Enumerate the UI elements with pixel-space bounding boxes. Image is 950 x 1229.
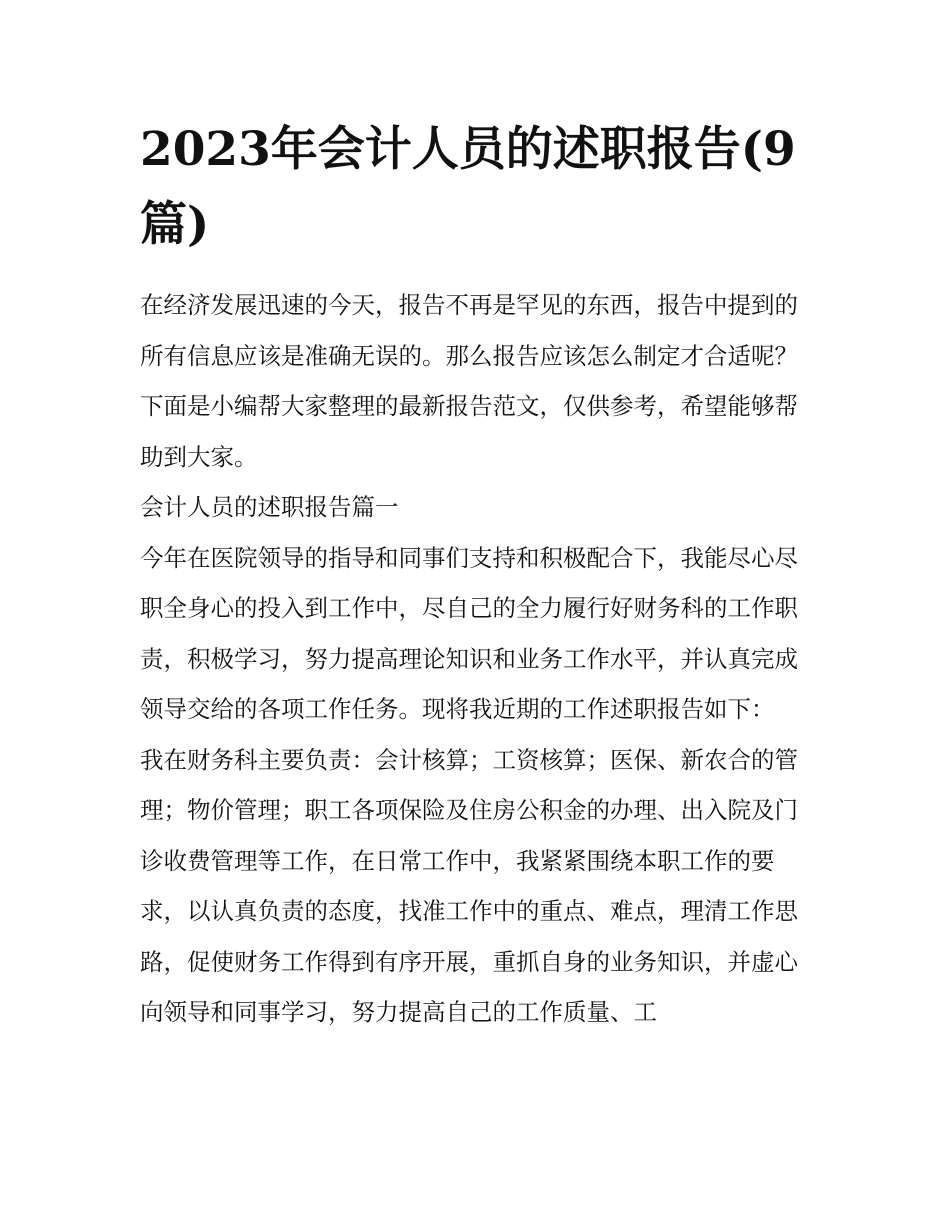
document-body (140, 280, 812, 1038)
intro-paragraph: 在经济发展迅速的今天，报告不再是罕见的东西，报告中提到的所有信息应该是准确无误的。那么报告应该怎么制定才合适呢？下面是小编帮大家整理的最新报告范文，仅供参考，希望能够帮助到大家。 (140, 291, 798, 471)
document-content (140, 112, 812, 1038)
document-title: 2023年会计人员的述职报告(9篇) (140, 122, 796, 252)
body-paragraph-2: 我在财务科主要负责：会计核算；工资核算；医保、新农合的管理；物价管理；职工各项保险及住房公积金的办理、出入院及门诊收费管理等工作，在日常工作中，我紧紧围绕本职工作的要求，以认真负责的态度，找准工作中的重点、难点，理清工作思路，促使财务工作得到有序开展，重抓自身的业务知识，并虚心向领导和同事学习，努力提高自己的工作质量、工 (140, 745, 798, 1026)
body-paragraph-1: 今年在医院领导的指导和同事们支持和积极配合下，我能尽心尽职全身心的投入到工作中，尽自己的全力履行好财务科的工作职责，积极学习，努力提高理论知识和业务工作水平，并认真完成领导交给的各项工作任务。现将我近期的工作述职报告如下： (140, 543, 798, 723)
section-heading: 会计人员的述职报告篇一 (140, 493, 399, 521)
